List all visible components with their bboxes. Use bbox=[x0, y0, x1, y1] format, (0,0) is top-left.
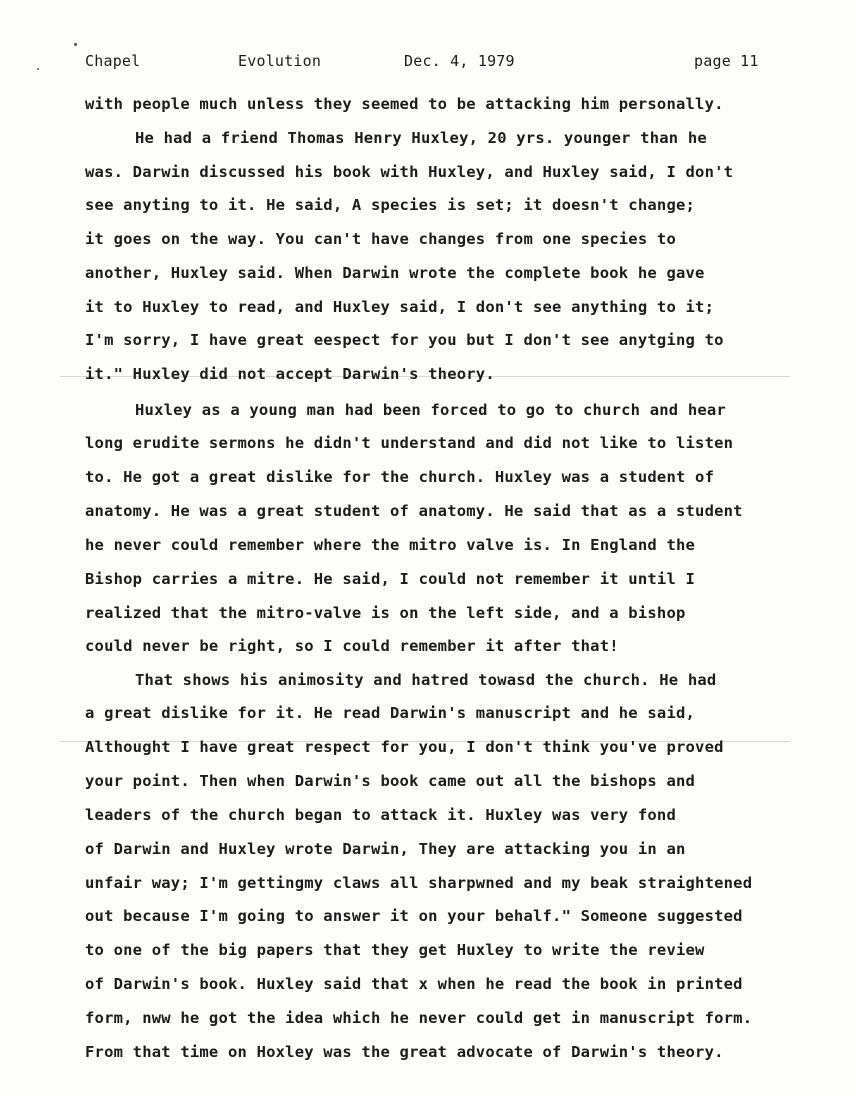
text-line: He had a friend Thomas Henry Huxley, 20 yrs. younger than he bbox=[135, 129, 707, 147]
text-line: anatomy. He was a great student of anatomy. He said that as a student bbox=[85, 502, 743, 520]
text-line: That shows his animosity and hatred towasd the church. He had bbox=[135, 671, 717, 689]
text-line: Althought I have great respect for you, I don't think you've proved bbox=[85, 738, 724, 756]
text-line: Bishop carries a mitre. He said, I could not remember it until I bbox=[85, 570, 696, 588]
text-line: it." Huxley did not accept Darwin's theory. bbox=[85, 365, 495, 383]
header-location: Chapel bbox=[85, 52, 141, 70]
text-line: another, Huxley said. When Darwin wrote the complete book he gave bbox=[85, 264, 705, 282]
text-line: it goes on the way. You can't have changes from one species to bbox=[85, 230, 676, 248]
ink-speck bbox=[74, 43, 77, 46]
text-line: long erudite sermons he didn't understand and did not like to listen bbox=[85, 434, 734, 452]
text-line: unfair way; I'm gettingmy claws all sharpwned and my beak straightened bbox=[85, 874, 753, 892]
header-date: Dec. 4, 1979 bbox=[404, 52, 515, 70]
header-topic: Evolution bbox=[238, 52, 322, 70]
page-header bbox=[0, 52, 854, 72]
text-line: form, nww he got the idea which he never could get in manuscript form. bbox=[85, 1009, 753, 1027]
text-line: it to Huxley to read, and Huxley said, I don't see anything to it; bbox=[85, 298, 715, 316]
text-line: realized that the mitro-valve is on the left side, and a bishop bbox=[85, 604, 686, 622]
header-page-number: page 11 bbox=[694, 52, 759, 70]
text-line: out because I'm going to answer it on your behalf." Someone suggested bbox=[85, 907, 743, 925]
text-line: of Darwin's book. Huxley said that x when he read the book in printed bbox=[85, 975, 743, 993]
text-line: I'm sorry, I have great eespect for you but I don't see anytging to bbox=[85, 331, 724, 349]
text-line: of Darwin and Huxley wrote Darwin, They are attacking you in an bbox=[85, 840, 686, 858]
text-line: your point. Then when Darwin's book came out all the bishops and bbox=[85, 772, 696, 790]
text-line: Huxley as a young man had been forced to go to church and hear bbox=[135, 401, 726, 419]
text-line: with people much unless they seemed to be attacking him personally. bbox=[85, 95, 724, 113]
text-line: could never be right, so I could remember it after that! bbox=[85, 637, 619, 655]
text-line: he never could remember where the mitro valve is. In England the bbox=[85, 536, 696, 554]
text-line: to one of the big papers that they get Huxley to write the review bbox=[85, 941, 705, 959]
text-line: was. Darwin discussed his book with Huxley, and Huxley said, I don't bbox=[85, 163, 734, 181]
text-line: a great dislike for it. He read Darwin's manuscript and he said, bbox=[85, 704, 696, 722]
text-line: see anyting to it. He said, A species is set; it doesn't change; bbox=[85, 196, 696, 214]
text-line: From that time on Hoxley was the great advocate of Darwin's theory. bbox=[85, 1043, 724, 1061]
text-line: to. He got a great dislike for the church. Huxley was a student of bbox=[85, 468, 715, 486]
text-line: leaders of the church began to attack it. Huxley was very fond bbox=[85, 806, 676, 824]
